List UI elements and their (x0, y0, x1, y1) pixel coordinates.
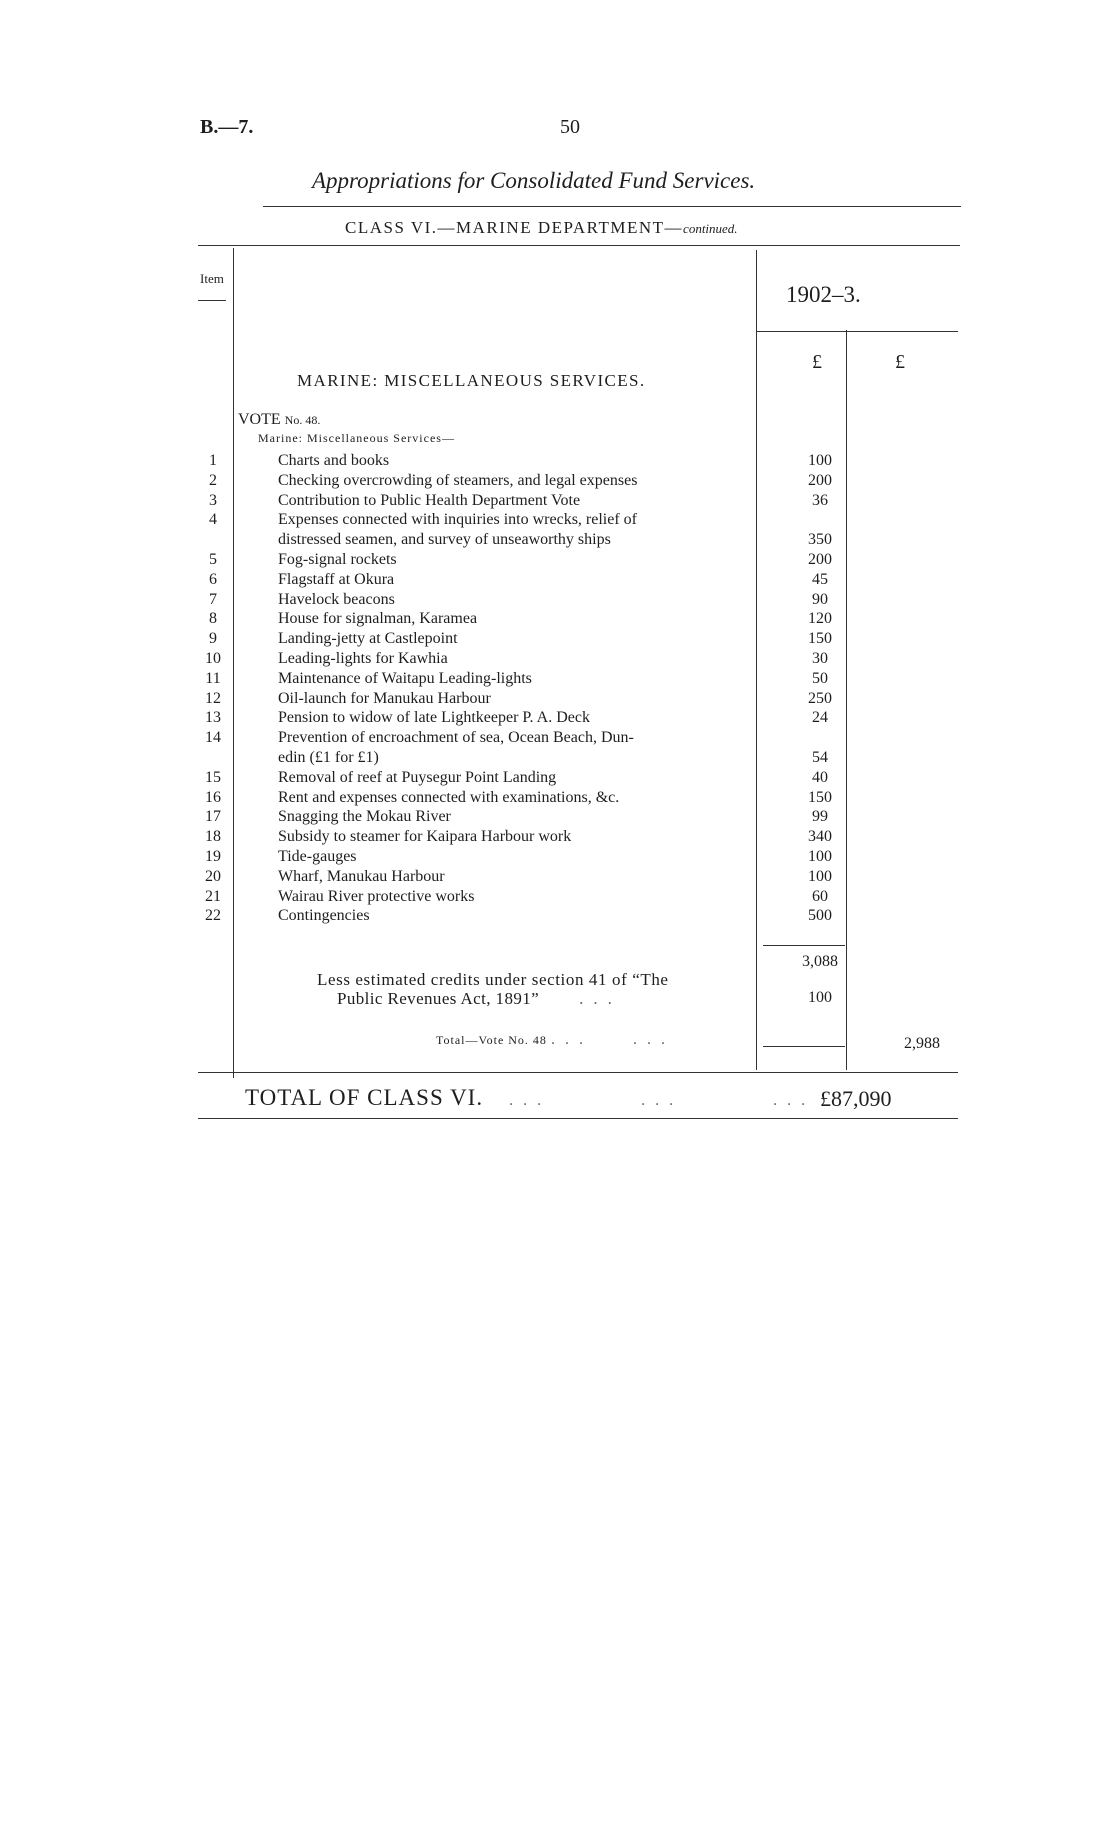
item-description-text: Contingencies (278, 907, 370, 924)
leader-dots: ... (509, 1092, 552, 1109)
table-row (0, 847, 1114, 867)
class-heading (345, 218, 738, 238)
total-vote-number: No. 48 (508, 1033, 547, 1047)
item-number: 18 (205, 828, 221, 845)
total-vote-rule (763, 1046, 845, 1047)
less-credits-line-2 (337, 989, 622, 1009)
item-number: 16 (205, 789, 221, 806)
item-number: 5 (209, 551, 217, 568)
item-description (278, 629, 756, 649)
item-number: 11 (205, 670, 221, 687)
item-description (278, 906, 756, 926)
table-row (0, 649, 1114, 669)
item-description (278, 649, 756, 669)
page-title: Appropriations for Consolidated Fund Services. (312, 168, 756, 193)
item-description-text: Wharf, Manukau Harbour (278, 868, 445, 885)
item-amount: 30 (812, 650, 828, 667)
class-total-text: TOTAL OF CLASS VI. (245, 1085, 484, 1110)
item-description-text: distressed seamen, and survey of unseaworthy ships (278, 531, 611, 548)
total-vote-amount: 2,988 (904, 1035, 940, 1052)
item-description-text: Charts and books (278, 452, 390, 469)
item-column-header: Item (200, 271, 224, 286)
item-description-text: Snagging the Mokau River (278, 808, 451, 825)
currency-header-2: £ (895, 351, 905, 373)
currency-header-1: £ (812, 351, 822, 373)
table-row (0, 867, 1114, 887)
subtotal-amount: 3,088 (802, 953, 838, 970)
header-rule (198, 245, 960, 246)
class-total-amount: £87,090 (820, 1086, 892, 1111)
item-amount: 100 (808, 452, 832, 469)
item-description-text: Tide-gauges (278, 848, 357, 865)
table-row (0, 689, 1114, 709)
item-description-text: Maintenance of Waitapu Leading-lights (278, 670, 532, 687)
item-description-text: Landing-jetty at Castlepoint (278, 630, 458, 647)
group-heading (258, 430, 455, 447)
item-description-text: Flagstaff at Okura (278, 571, 395, 588)
table-row (0, 491, 1114, 511)
item-description (278, 788, 756, 808)
item-amount: 250 (808, 690, 832, 707)
item-number: 20 (205, 868, 221, 885)
item-description-text: Removal of reef at Puysegur Point Landing (278, 769, 557, 786)
item-number: 12 (205, 690, 221, 707)
item-amount: 150 (808, 630, 832, 647)
item-number: 19 (205, 848, 221, 865)
item-description (278, 867, 756, 887)
item-number: 1 (209, 452, 217, 469)
total-vote-prefix: Total—Vote (436, 1033, 505, 1047)
table-row (0, 570, 1114, 590)
item-amount: 50 (812, 670, 828, 687)
item-description-text: Rent and expenses connected with examinations, &c. (278, 789, 620, 806)
item-description (278, 510, 756, 530)
item-description (278, 689, 756, 709)
item-description (278, 827, 756, 847)
item-amount: 36 (812, 492, 828, 509)
item-description-text: House for signalman, Karamea (278, 610, 478, 627)
item-description-text: Checking overcrowding of steamers, and legal expenses (278, 472, 638, 489)
item-description-text: Leading-lights for Kawhia (278, 650, 448, 667)
item-amount: 40 (812, 769, 828, 786)
item-number: 14 (205, 729, 221, 746)
item-amount: 150 (808, 789, 832, 806)
item-description (278, 471, 756, 491)
item-number: 3 (209, 492, 217, 509)
item-description (278, 570, 756, 590)
document-reference: B.—7. (200, 116, 254, 138)
item-number: 10 (205, 650, 221, 667)
leader-dots: ... (641, 1092, 684, 1109)
item-description (278, 887, 756, 907)
less-credits-text: Public Revenues Act, 1891” (337, 989, 540, 1008)
class-total-top-rule (198, 1072, 958, 1073)
year-column-header: 1902–3. (786, 282, 861, 307)
item-number: 21 (205, 888, 221, 905)
item-description (278, 669, 756, 689)
class-total-bottom-rule (198, 1118, 958, 1119)
item-amount: 500 (808, 907, 832, 924)
table-row (0, 530, 1114, 550)
page-number: 50 (560, 116, 580, 138)
item-amount: 120 (808, 610, 832, 627)
table-row (0, 728, 1114, 748)
vote-prefix: VOTE (238, 411, 281, 428)
table-row (0, 807, 1114, 827)
item-description (278, 708, 756, 728)
item-description (278, 530, 756, 550)
item-amount: 45 (812, 571, 828, 588)
item-description-text: Prevention of encroachment of sea, Ocean Beach, Dun- (278, 729, 634, 746)
item-description (278, 491, 756, 511)
item-description-text: Pension to widow of late Lightkeeper P. A. Deck (278, 709, 590, 726)
table-row (0, 827, 1114, 847)
group-heading-text: Marine: Miscellaneous Services— (258, 431, 455, 445)
vote-label (238, 411, 320, 429)
leader-dots: ... (773, 1092, 816, 1109)
item-amount: 200 (808, 551, 832, 568)
item-description (278, 847, 756, 867)
item-number: 13 (205, 709, 221, 726)
year-header-rule (756, 331, 958, 332)
item-description-text: Contribution to Public Health Department Vote (278, 492, 581, 509)
item-description (278, 807, 756, 827)
table-row (0, 550, 1114, 570)
table-row (0, 788, 1114, 808)
item-amount: 90 (812, 591, 828, 608)
item-amount: 100 (808, 848, 832, 865)
item-description-text: Wairau River protective works (278, 888, 475, 905)
leader-dots: ... (550, 1031, 593, 1048)
item-description (278, 451, 756, 471)
item-number: 9 (209, 630, 217, 647)
item-amount: 99 (812, 808, 828, 825)
item-description-text: edin (£1 for £1) (278, 749, 379, 766)
item-amount: 24 (812, 709, 828, 726)
title-rule (263, 206, 961, 207)
item-description (278, 550, 756, 570)
item-number: 22 (205, 907, 221, 924)
item-description (278, 768, 756, 788)
class-total-label (245, 1085, 815, 1111)
item-number: 17 (205, 808, 221, 825)
leader-dots: ... (632, 1031, 675, 1048)
item-amount: 200 (808, 472, 832, 489)
item-number: 8 (209, 610, 217, 627)
table-row (0, 708, 1114, 728)
item-number: 6 (209, 571, 217, 588)
item-header-rule (198, 300, 226, 301)
item-amount: 60 (812, 888, 828, 905)
item-amount: 54 (812, 749, 828, 766)
table-row (0, 451, 1114, 471)
item-description-text: Havelock beacons (278, 591, 395, 608)
less-credits-amount: 100 (808, 989, 832, 1006)
item-description (278, 728, 756, 748)
vote-number: No. 48. (284, 413, 321, 427)
table-row (0, 669, 1114, 689)
item-description (278, 590, 756, 610)
item-number: 7 (209, 591, 217, 608)
table-row (0, 609, 1114, 629)
item-amount: 350 (808, 531, 832, 548)
item-amount: 100 (808, 868, 832, 885)
leader-dots: ... (579, 989, 622, 1008)
table-row (0, 590, 1114, 610)
table-row (0, 906, 1114, 926)
section-heading: MARINE: MISCELLANEOUS SERVICES. (297, 371, 646, 390)
item-description (278, 748, 756, 768)
item-number: 4 (209, 511, 217, 528)
table-row (0, 768, 1114, 788)
table-row (0, 471, 1114, 491)
item-description-text: Oil-launch for Manukau Harbour (278, 690, 491, 707)
subtotal-rule (763, 945, 845, 946)
item-description (278, 609, 756, 629)
class-continued: continued. (683, 221, 738, 236)
table-row (0, 510, 1114, 530)
table-row (0, 748, 1114, 768)
table-row (0, 629, 1114, 649)
less-credits-line-1: Less estimated credits under section 41 of “The (317, 970, 669, 989)
item-number: 15 (205, 769, 221, 786)
total-vote-label (436, 1031, 675, 1049)
item-description-text: Fog-signal rockets (278, 551, 397, 568)
table-row (0, 887, 1114, 907)
item-amount: 340 (808, 828, 832, 845)
class-heading-text: CLASS VI.—MARINE DEPARTMENT— (345, 218, 684, 237)
item-number: 2 (209, 472, 217, 489)
item-description-text: Subsidy to steamer for Kaipara Harbour work (278, 828, 572, 845)
item-description-text: Expenses connected with inquiries into wrecks, relief of (278, 511, 637, 528)
